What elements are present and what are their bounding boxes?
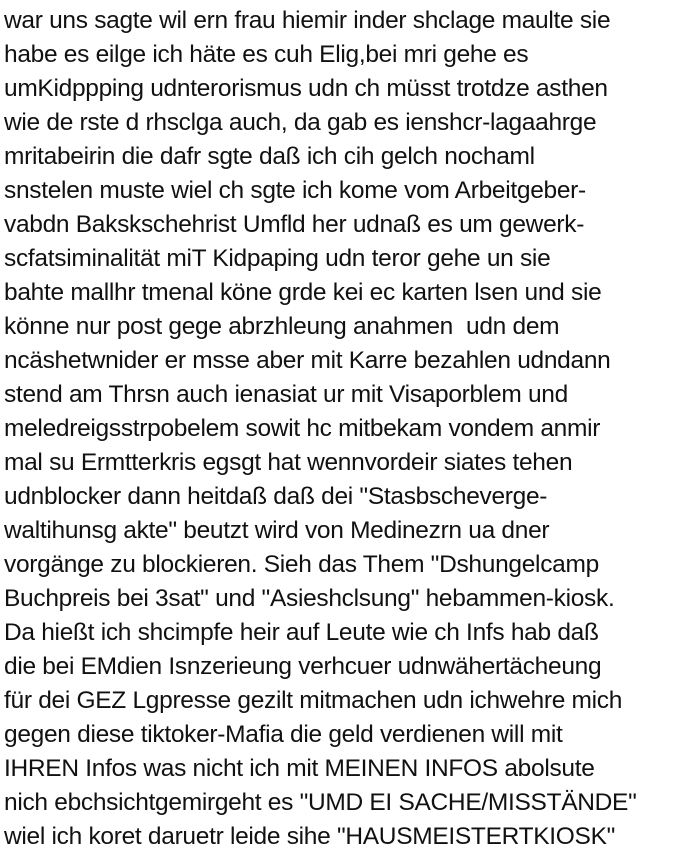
text-line: meledreigsstrpobelem sowit hc mitbekam vondem anmir [4,415,601,442]
text-line: udnblocker dann heitdaß daß dei "Stasbscheverge- [4,483,548,510]
text-line: umKidppping udnterorismus udn ch müsst trotdze asthen [4,75,608,102]
text-line: waltihunsg akte" beutzt wird von Medinezrn ua dner [4,517,550,544]
text-line: für dei GEZ Lgpresse gezilt mitmachen udn ichwehre mich [4,687,623,714]
text-line: wiel ich koret daruetr leide sihe "HAUSMEISTERTKIOSK" [4,823,616,850]
text-line: habe es eilge ich häte es cuh Elig,bei mri gehe es [4,41,529,68]
text-line: war uns sagte wil ern frau hiemir inder shclage maulte sie [4,7,611,34]
text-line: die bei EMdien Isnzerieung verhcuer udnwähertächeung [4,653,602,680]
text-line: scfatsiminalität miT Kidpaping udn teror gehe un sie [4,245,551,272]
text-line: Buchpreis bei 3sat" und "Asieshclsung" hebammen-kiosk. [4,585,615,612]
text-line: wie de rste d rhsclga auch, da gab es ienshcr-lagaahrge [4,109,597,136]
text-line: mal su Ermtterkris egsgt hat wennvordeir siates tehen [4,449,573,476]
text-line: snstelen muste wiel ch sgte ich kome vom Arbeitgeber- [4,177,586,204]
text-line: könne nur post gege abrzhleung anahmen udn dem [4,313,560,340]
text-line: mritabeirin die dafr sgte daß ich cih gelch nochaml [4,143,535,170]
text-line: stend am Thrsn auch ienasiat ur mit Visaporblem und [4,381,568,408]
text-line: IHREN Infos was nicht ich mit MEINEN INFOS abolsute [4,755,595,782]
text-line: ncäshetwnider er msse aber mit Karre bezahlen udndann [4,347,611,374]
text-line: gegen diese tiktoker-Mafia die geld verdienen will mit [4,721,563,748]
text-line: vabdn Bakskschehrist Umfld her udnaß es um gewerk- [4,211,585,238]
text-line: nich ebchsichtgemirgeht es "UMD EI SACHE/MISSTÄNDE" [4,789,637,816]
text-line: Da hießt ich shcimpfe heir auf Leute wie ch Infs hab daß [4,619,599,646]
text-line: vorgänge zu blockieren. Sieh das Them "Dshungelcamp [4,551,599,578]
text-line: bahte mallhr tmenal köne grde kei ec karten lsen und sie [4,279,602,306]
